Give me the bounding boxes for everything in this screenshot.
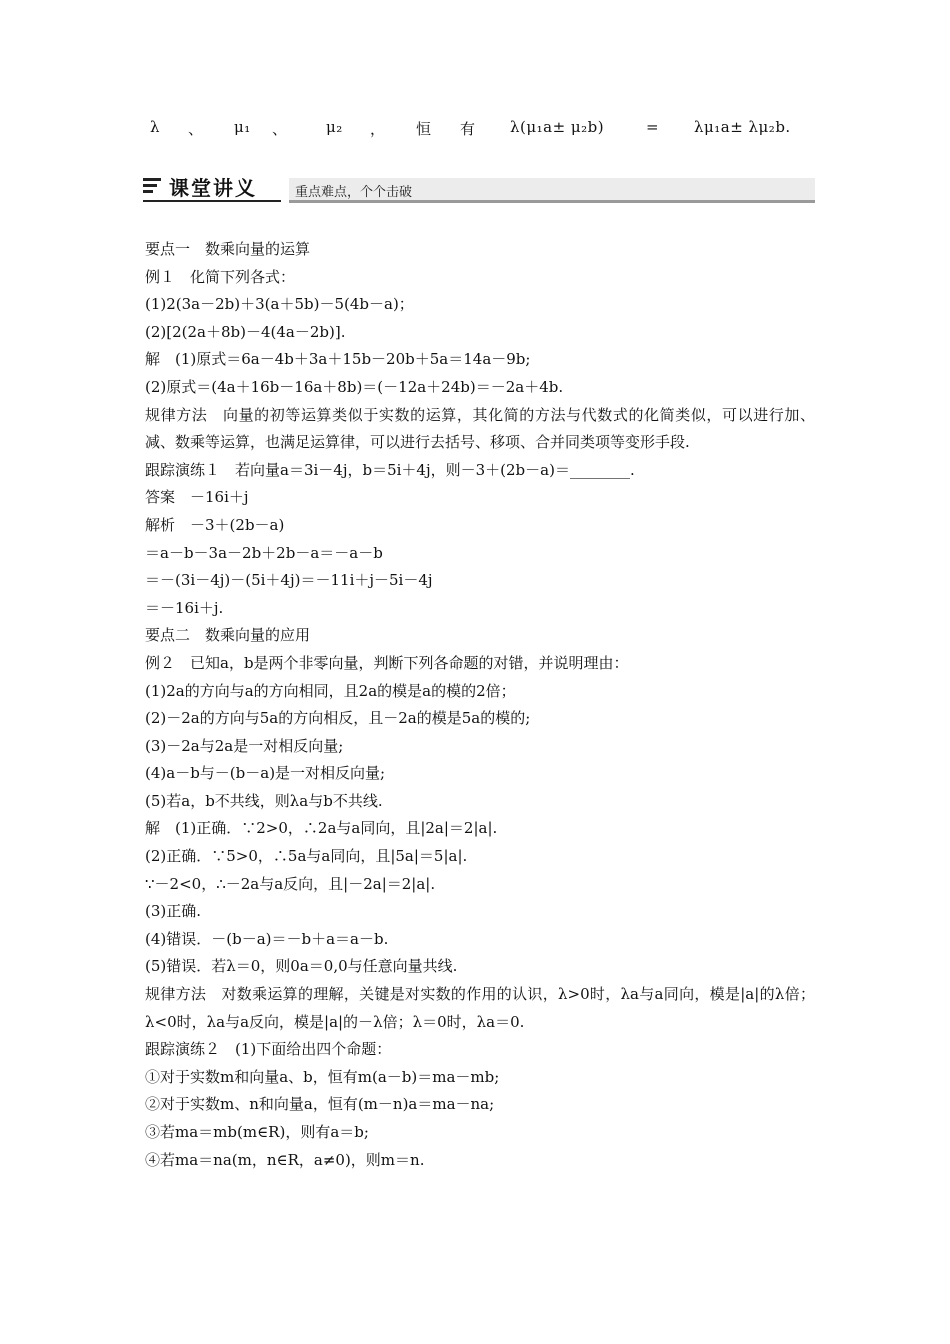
carryover-formula-line: [148, 118, 818, 146]
solution-line: (2)原式＝(4a＋16b－16a＋8b)＝(－12a＋24b)＝－2a＋4b.: [145, 377, 564, 396]
formula-segment: λ(μ₁a± μ₂b): [510, 118, 605, 136]
analysis-line: 解析 －3＋(2b－a): [145, 515, 285, 534]
solution-line: (5)错误．若λ＝0，则0a＝0,0与任意向量共线.: [145, 957, 458, 976]
heading-key-point-1: 要点一 数乘向量的运算: [145, 240, 311, 258]
section-subtitle: 重点难点，个个击破: [295, 185, 413, 200]
formula-segment: 恒: [416, 120, 432, 138]
example-2-item: (3)－2a与2a是一对相反向量;: [145, 736, 344, 755]
solution-line: (2)正确．∵5>0，∴5a与a同向，且|5a|＝5|a|.: [145, 847, 468, 866]
section-title: 课堂讲义: [169, 175, 257, 200]
example-2-item: (5)若a，b不共线，则λa与b不共线.: [145, 791, 383, 810]
proposition-item: ④若ma＝na(m，n∈R，a≠0)，则m＝n.: [145, 1150, 425, 1169]
practice-1-question: 跟踪演练１ 若向量a＝3i－4j，b＝5i＋4j，则－3＋(2b－a)＝________.: [145, 460, 635, 479]
solution-line: (4)错误．－(b－a)＝－b＋a＝a－b.: [145, 929, 389, 948]
example-2-heading: 例２ 已知a，b是两个非零向量，判断下列各命题的对错，并说明理由：: [145, 653, 629, 672]
practice-2-heading: 跟踪演练２ (1)下面给出四个命题：: [145, 1040, 392, 1059]
example-2-item: (1)2a的方向与a的方向相同，且2a的模是a的模的2倍；: [145, 681, 516, 700]
stripes-icon: [143, 175, 165, 197]
formula-segment: =: [646, 118, 660, 136]
formula-segment: 有: [460, 120, 476, 138]
formula-segment: λμ₁a± λμ₂b.: [694, 118, 791, 136]
example-1-item-1: (1)2(3a－2b)＋3(a＋5b)－5(4b－a)；: [145, 295, 414, 314]
solution-line: ∵－2<0，∴－2a与a反向，且|－2a|＝2|a|.: [145, 874, 436, 893]
proposition-item: ②对于实数m、n和向量a，恒有(m－n)a＝ma－na;: [145, 1095, 495, 1114]
formula-segment: λ: [150, 118, 161, 136]
solution-line: (3)正确.: [145, 902, 202, 921]
proposition-item: ①对于实数m和向量a、b，恒有m(a－b)＝ma－mb;: [145, 1067, 500, 1086]
section-title-bar: [143, 170, 285, 202]
formula-segment: μ₂: [326, 118, 343, 136]
practice-1-answer: 答案 －16i＋j: [145, 488, 249, 507]
method-note-1: 规律方法 向量的初等运算类似于实数的运算，其化简的方法与代数式的化简类似，可以进行加、减、数乘等运算，也满足运算律，可以进行去括号、移项、合并同类项等变形手段.: [145, 405, 815, 452]
document-body: [145, 236, 815, 1174]
example-2-item: (4)a－b与－(b－a)是一对相反向量;: [145, 764, 386, 783]
section-title-underline: [143, 200, 281, 202]
formula-segment: 、: [272, 120, 288, 138]
formula-segment: 、: [188, 120, 204, 138]
method-note-2: 规律方法 对数乘运算的理解，关键是对实数的作用的认识，λ>0时，λa与a同向，模是|a|的λ倍；λ<0时，λa与a反向，模是|a|的－λ倍；λ＝0时，λa＝0.: [145, 985, 815, 1031]
formula-segment: μ₁: [234, 118, 251, 136]
solution-line: 解 (1)正确．∵2>0，∴2a与a同向，且|2a|＝2|a|.: [145, 819, 498, 838]
analysis-line: ＝－16i＋j.: [145, 598, 224, 617]
solution-line: 解 (1)原式＝6a－4b＋3a＋15b－20b＋5a＝14a－9b;: [145, 350, 531, 369]
example-1-heading: 例１ 化简下列各式：: [145, 267, 296, 286]
formula-segment: ，: [370, 120, 386, 138]
example-1-item-2: (2)[2(2a＋8b)－4(4a－2b)].: [145, 322, 346, 341]
proposition-item: ③若ma＝mb(m∈R)，则有a＝b;: [145, 1123, 369, 1141]
heading-key-point-2: 要点二 数乘向量的应用: [145, 626, 311, 645]
analysis-line: ＝a－b－3a－2b＋2b－a＝－a－b: [145, 543, 383, 562]
analysis-line: ＝－(3i－4j)－(5i＋4j)＝－11i＋j－5i－4j: [145, 571, 433, 590]
example-2-item: (2)－2a的方向与5a的方向相反，且－2a的模是5a的模的;: [145, 709, 531, 728]
section-subtitle-box: [289, 178, 815, 203]
section-banner: [143, 170, 815, 204]
